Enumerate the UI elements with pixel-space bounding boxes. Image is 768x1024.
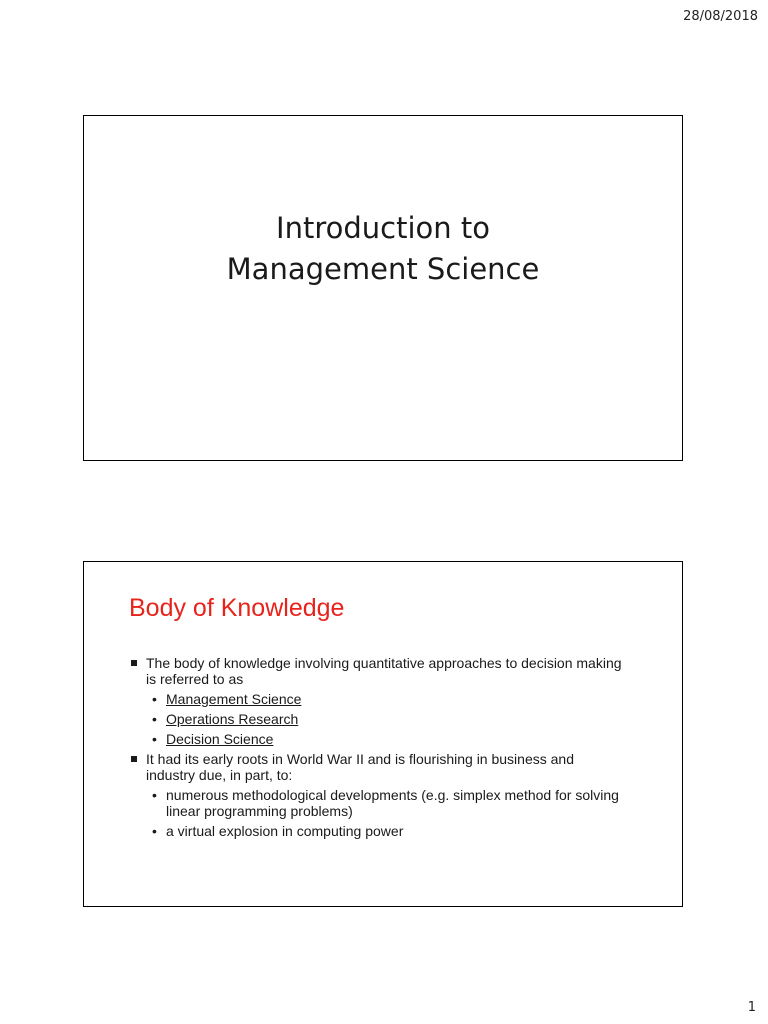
square-bullet-icon <box>131 756 137 762</box>
round-bullet-icon: • <box>152 823 157 839</box>
slide-title-line-1: Introduction to <box>276 211 490 245</box>
page-number: 1 <box>747 1000 756 1015</box>
round-bullet-icon: • <box>152 691 157 707</box>
sub-bullet-link[interactable]: Operations Research <box>166 711 299 727</box>
slide-heading: Body of Knowledge <box>129 594 345 622</box>
sub-bullet-item <box>129 787 622 819</box>
bullet-item <box>129 751 622 783</box>
sub-bullet-item <box>129 711 622 727</box>
sub-bullet-text: a virtual explosion in computing power <box>166 823 404 839</box>
sub-bullet-item <box>129 691 622 707</box>
sub-bullet-text: numerous methodological developments (e.g. simplex method for solving linear programming problems) <box>166 787 619 819</box>
round-bullet-icon: • <box>152 731 157 747</box>
content-slide <box>83 561 683 907</box>
page-date: 28/08/2018 <box>683 9 758 24</box>
bullet-text: It had its early roots in World War II and is flourishing in business and industry due, in part, to: <box>146 751 574 783</box>
round-bullet-icon: • <box>152 787 157 803</box>
slide-title-line-2: Management Science <box>226 252 540 286</box>
slide-content <box>129 655 622 843</box>
round-bullet-icon: • <box>152 711 157 727</box>
sub-bullet-link[interactable]: Decision Science <box>166 731 274 747</box>
sub-bullet-item <box>129 823 622 839</box>
bullet-item <box>129 655 622 687</box>
sub-bullet-link[interactable]: Management Science <box>166 691 302 707</box>
square-bullet-icon <box>131 660 137 666</box>
sub-bullet-item <box>129 731 622 747</box>
slide-title <box>84 208 682 290</box>
bullet-text: The body of knowledge involving quantitative approaches to decision making is referred to as <box>146 655 622 687</box>
title-slide <box>83 115 683 461</box>
